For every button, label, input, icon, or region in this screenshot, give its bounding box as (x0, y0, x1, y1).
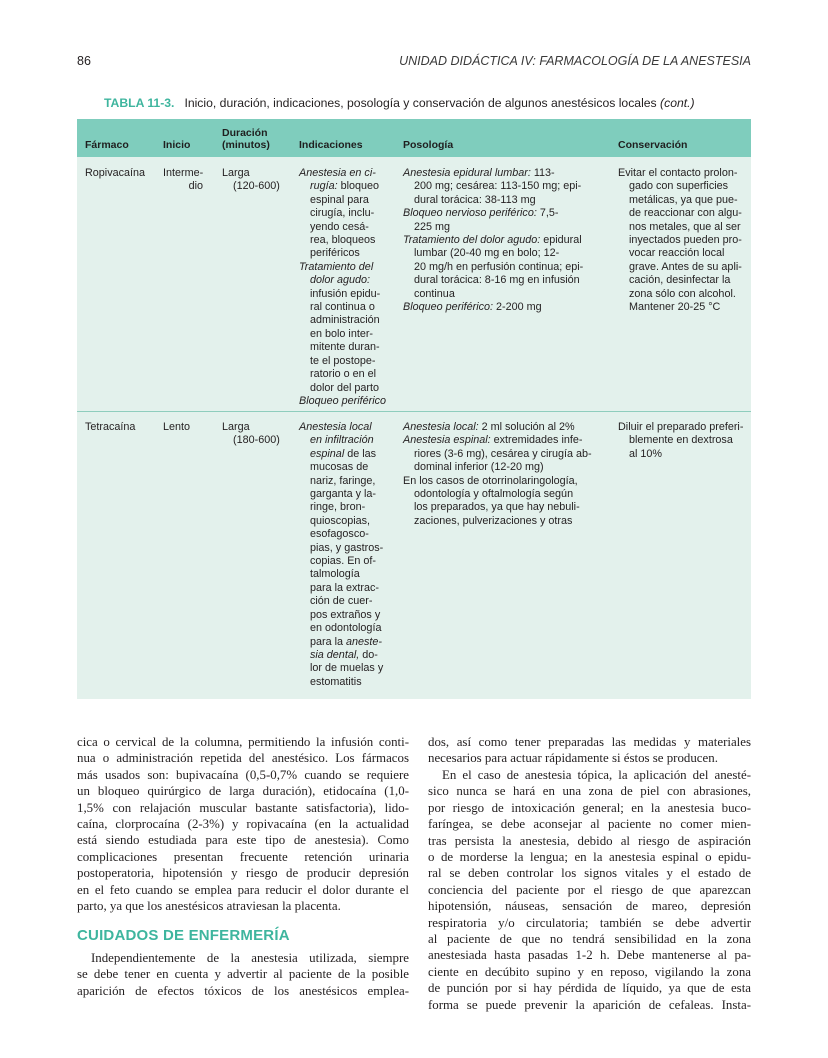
text-line: necesarios para actuar rápidamente si éstos se producen. (428, 751, 718, 766)
text-line: nua o administración repetida del anestésico. Los fármacos (77, 751, 409, 766)
cell-line (299, 448, 383, 461)
cell-line (299, 274, 386, 287)
regular-text: riores (3-6 mg), cesárea y cirugía ab- (414, 447, 592, 460)
regular-text: para la extrac- (310, 581, 380, 594)
regular-text: infusión epidu- (310, 287, 381, 300)
regular-text: 200 mg; cesárea: 113-150 mg; epi- (414, 180, 582, 193)
text-line: ral se deben controlar los signos vitales y el estado de (428, 866, 751, 881)
row-ropivacaina-duracion (222, 167, 280, 194)
cell-line (299, 515, 383, 528)
inicio-line: Interme- (163, 167, 204, 179)
text-line: caína, clorprocaína (2-3%) y ropivacaína (en la actualidad (77, 817, 409, 832)
col-header-duracion (222, 128, 270, 151)
regular-text: dolor del parto (310, 381, 380, 394)
italic-term: espinal (310, 447, 345, 460)
text-line: dos, así como tener preparadas las medidas y materiales (428, 735, 751, 749)
regular-text: ral continua o (310, 301, 375, 314)
regular-text: 113- (530, 167, 555, 179)
regular-text: 7,5- (536, 207, 559, 220)
cell-line (403, 234, 583, 247)
regular-text: epidural (540, 234, 582, 247)
cell-line (403, 207, 583, 220)
cell-line (403, 167, 583, 180)
italic-term: Tratamiento del dolor agudo: (403, 234, 541, 247)
text-line: 1,5% con relajación muscular bastante satisfactoria), lido- (77, 800, 409, 815)
text-line: cica o cervical de la columna, permitiendo la infusión conti- (77, 735, 409, 749)
col-header-duracion-line2: (minutos) (222, 138, 270, 151)
left-column-paragraph-2 (77, 950, 409, 999)
text-line: está siendo estudiada para este tipo de anestesia). Como (77, 833, 409, 848)
cell-line (403, 461, 592, 474)
cell-line (299, 288, 386, 301)
italic-term: Anestesia local: (403, 421, 479, 433)
text-line: o de morderse la lengua; en la anestesia espinal o epidu- (428, 850, 751, 865)
italic-term: Bloqueo periférico (299, 394, 387, 407)
text-line: tras persista la anestesia, debido al riesgo de aspiración (428, 833, 751, 848)
row-tetracaina-indicaciones (299, 421, 383, 689)
cell-line (403, 515, 592, 528)
regular-text: pias, y gastros- (310, 541, 384, 554)
cell-line (299, 475, 383, 488)
regular-text: copias. En of- (310, 555, 377, 568)
cell-line (299, 636, 383, 649)
duracion-line: Larga (222, 167, 250, 179)
italic-term: Tratamiento del (299, 260, 374, 273)
duracion-line: Larga (222, 421, 250, 433)
regular-text: mitente duran- (310, 341, 380, 354)
italic-term: en infiltración (310, 434, 374, 447)
text-line: de reaccionar con algu- (629, 207, 742, 220)
regular-text: continua (414, 287, 455, 300)
cell-line (299, 180, 386, 193)
text-line: al 10% (629, 447, 663, 460)
duracion-line: (120-600) (233, 180, 280, 193)
cell-line (299, 301, 386, 314)
regular-text: rea, bloqueos (310, 234, 376, 247)
cell-line (299, 355, 386, 368)
cell-line (299, 421, 383, 434)
col-header-indicaciones: Indicaciones (299, 139, 363, 151)
cell-line (403, 247, 583, 260)
italic-term: Anestesia local (299, 421, 372, 433)
regular-text: 225 mg (414, 220, 451, 233)
cell-line (299, 247, 386, 260)
regular-text: estomatitis (310, 675, 362, 688)
cell-line (299, 488, 383, 501)
regular-text: periféricos (310, 247, 360, 260)
cell-line (403, 501, 592, 514)
text-line: Diluir el preparado preferi- (618, 421, 744, 433)
text-line: Independientemente de la anestesia utilizada, siempre (91, 951, 409, 965)
row-ropivacaina-posologia (403, 167, 583, 314)
cell-line (299, 234, 386, 247)
cell-line (299, 434, 383, 447)
regular-text: garganta y la- (310, 488, 377, 501)
cell-line (299, 555, 383, 568)
text-line: se debe tener en cuenta y advertir al paciente de la posible (77, 967, 409, 982)
text-line: En el caso de anestesia tópica, la aplicación del anesté- (442, 768, 751, 782)
text-line: inyectados pueden pro- (629, 234, 742, 247)
cell-line (299, 461, 383, 474)
cell-line (403, 274, 583, 287)
drug-table (77, 119, 751, 699)
italic-term: Bloqueo periférico: (403, 301, 494, 314)
regular-text: en bolo inter- (310, 327, 374, 340)
col-header-inicio: Inicio (163, 139, 191, 151)
table-caption (104, 96, 695, 110)
row-ropivacaina-conservacion (618, 167, 742, 314)
col-header-conservacion: Conservación (618, 139, 688, 151)
text-line: cación, desinfectar la (629, 274, 731, 287)
right-column-paragraph-2 (428, 767, 751, 1013)
text-line: nos metales, que al ser (629, 220, 741, 233)
regular-text: talmología (310, 568, 360, 581)
text-line: aparición de efectos tóxicos de los anestésicos emplea- (77, 983, 409, 998)
regular-text: ción de cuer- (310, 595, 373, 608)
cell-line (299, 341, 386, 354)
row-tetracaina-posologia (403, 421, 592, 528)
text-line: ciente en decúbito supino y en reposo, vigilando la zona (428, 964, 751, 979)
text-line: zona sólo con alcohol. (629, 287, 736, 300)
regular-text: 2 ml solución al 2% (478, 421, 575, 433)
running-head: UNIDAD DIDÁCTICA IV: FARMACOLOGÍA DE LA ANESTESIA (399, 54, 751, 68)
text-line: por riesgo de intoxicación general; en la anestesia buco- (428, 800, 751, 815)
cell-line (403, 475, 592, 488)
regular-text: dural torácica: 8-16 mg en infusión (414, 274, 580, 287)
cell-line (299, 609, 383, 622)
col-header-duracion-line1: Duración (222, 127, 268, 139)
cell-line (299, 261, 386, 274)
regular-text: lor de muelas y (310, 662, 384, 675)
row-separator (77, 411, 751, 412)
row-ropivacaina-farmaco: Ropivacaína (85, 167, 146, 179)
table-title: Inicio, duración, indicaciones, posología y conservación de algunos anestésicos locales (184, 96, 657, 110)
duracion-line: (180-600) (233, 434, 280, 447)
row-tetracaina-inicio: Lento (163, 421, 191, 433)
cell-line (299, 207, 386, 220)
regular-text: yendo cesá- (310, 220, 369, 233)
italic-term: Anestesia en ci- (299, 167, 376, 179)
text-line: blemente en dextrosa (629, 434, 733, 447)
cell-line (299, 649, 383, 662)
cell-line (403, 488, 592, 501)
cell-line (403, 180, 583, 193)
regular-text: ringe, bron- (310, 501, 366, 514)
cell-line (299, 328, 386, 341)
row-tetracaina-duracion (222, 421, 280, 448)
cell-line (299, 382, 386, 395)
cell-line (299, 221, 386, 234)
regular-text: pos extraños y (310, 608, 381, 621)
regular-text: zaciones, pulverizaciones y otras (414, 514, 573, 527)
regular-text: odontología y oftalmología según (414, 488, 574, 501)
row-ropivacaina-indicaciones (299, 167, 386, 408)
text-line: respiratoria y/o circulatoria; también se debe advertir (428, 915, 751, 930)
cell-line (403, 288, 583, 301)
cell-line (403, 434, 592, 447)
regular-text: extremidades infe- (490, 434, 583, 447)
italic-term: Anestesia epidural lumbar: (403, 167, 531, 179)
text-line: postoperatoria, hipotensión y riesgo de producir depresión (77, 866, 409, 881)
italic-term: dolor agudo: (310, 274, 371, 287)
text-line: metálicas, ya que pue- (629, 193, 738, 206)
text-line: vocar reacción local (629, 247, 725, 260)
cell-line (299, 194, 386, 207)
text-line: faríngea, se debe aconsejar al paciente no comer mien- (428, 817, 751, 832)
cell-line (299, 568, 383, 581)
cell-line (299, 368, 386, 381)
text-line: más usados son: bupivacaína (0,5-0,7% cuando se requiere (77, 767, 409, 782)
regular-text: lumbar (20-40 mg en bolo; 12- (414, 247, 560, 260)
inicio-line: dio (188, 180, 203, 193)
regular-text: de las (344, 447, 377, 460)
cell-line (299, 167, 386, 180)
cell-line (299, 314, 386, 327)
left-column-paragraph-1 (77, 734, 409, 914)
cell-line (299, 676, 383, 689)
italic-term: aneste- (346, 635, 383, 648)
text-line: gado con superficies (629, 180, 729, 193)
regular-text: 20 mg/h en perfusión continua; epi- (414, 260, 584, 273)
italic-term: Anestesia espinal: (403, 434, 491, 447)
italic-term: Bloqueo nervioso periférico: (403, 207, 537, 220)
text-line: en el feto cuando se emplea para reducir el dolor durante el (77, 882, 409, 897)
table-title-cont: (cont.) (660, 96, 695, 110)
regular-text: administración (310, 314, 380, 327)
cell-line (299, 582, 383, 595)
regular-text: mucosas de (310, 461, 369, 474)
regular-text: en odontología (310, 622, 382, 635)
regular-text: 2-200 mg (493, 301, 542, 314)
regular-text: quioscopias, (310, 514, 371, 527)
cell-line (299, 542, 383, 555)
regular-text: los preparados, ya que hay nebuli- (414, 501, 580, 514)
regular-text: nariz, faringe, (310, 474, 376, 487)
text-line: de punción por si hay pérdida de líquido, ya que de esta (428, 981, 751, 996)
cell-line (299, 622, 383, 635)
regular-text: En los casos de otorrinolaringología, (403, 474, 578, 487)
regular-text: te el postope- (310, 354, 376, 367)
text-line: complicaciones presentan frecuente retención urinaria (77, 849, 409, 864)
regular-text: dominal inferior (12-20 mg) (414, 461, 544, 474)
cell-line (403, 261, 583, 274)
cell-line (299, 662, 383, 675)
regular-text: espinal para (310, 193, 369, 206)
text-line: hipotensión, náuseas, sensación de mareo, depresión (428, 899, 751, 914)
text-line: al paciente de que no tendrá sensibilidad en la zona (428, 932, 751, 947)
cell-line (403, 421, 592, 434)
regular-text: bloqueo (337, 180, 380, 193)
italic-term: rugía: (310, 180, 338, 193)
right-column-paragraph-1 (428, 734, 751, 767)
text-line: parto, ya que los anestésicos atraviesan la placenta. (77, 899, 341, 914)
cell-line (299, 528, 383, 541)
text-line: un bloqueo quirúrgico de larga duración), etidocaína (1,0- (77, 784, 409, 799)
regular-text: ratorio o en el (310, 368, 377, 381)
regular-text: dural torácica: 38-113 mg (414, 193, 536, 206)
text-line: grave. Antes de su apli- (629, 260, 742, 273)
cell-line (403, 448, 592, 461)
table-header (77, 119, 751, 157)
row-tetracaina-farmaco: Tetracaína (85, 421, 136, 433)
cell-line (403, 194, 583, 207)
table-label: TABLA 11-3. (104, 96, 175, 110)
cell-line (403, 221, 583, 234)
regular-text: para la (310, 635, 347, 648)
col-header-farmaco: Fármaco (85, 139, 129, 151)
cell-line (299, 395, 386, 408)
text-line: Mantener 20-25 °C (629, 301, 721, 314)
regular-text: do- (359, 648, 378, 661)
text-line: Evitar el contacto prolon- (618, 167, 738, 179)
section-title: CUIDADOS DE ENFERMERÍA (77, 927, 290, 944)
col-header-posologia: Posología (403, 139, 454, 151)
row-ropivacaina-inicio (163, 167, 203, 194)
cell-line (299, 595, 383, 608)
regular-text: cirugía, inclu- (310, 207, 375, 220)
text-line: conciencia del paciente por el riesgo de que aparezcan (428, 882, 751, 897)
row-tetracaina-conservacion (618, 421, 743, 461)
text-line: anestesiada hasta pasadas 1-2 h. Debe mantenerse al pa- (428, 948, 751, 963)
text-line: sico nunca se hará en una zona de piel con abrasiones, (428, 784, 751, 799)
italic-term: sia dental, (310, 648, 360, 661)
page-number: 86 (77, 54, 91, 68)
text-line: forma se puede prevenir la aparición de cefaleas. Insta- (428, 997, 751, 1012)
regular-text: esofagosco- (310, 528, 369, 541)
cell-line (299, 501, 383, 514)
cell-line (403, 301, 583, 314)
